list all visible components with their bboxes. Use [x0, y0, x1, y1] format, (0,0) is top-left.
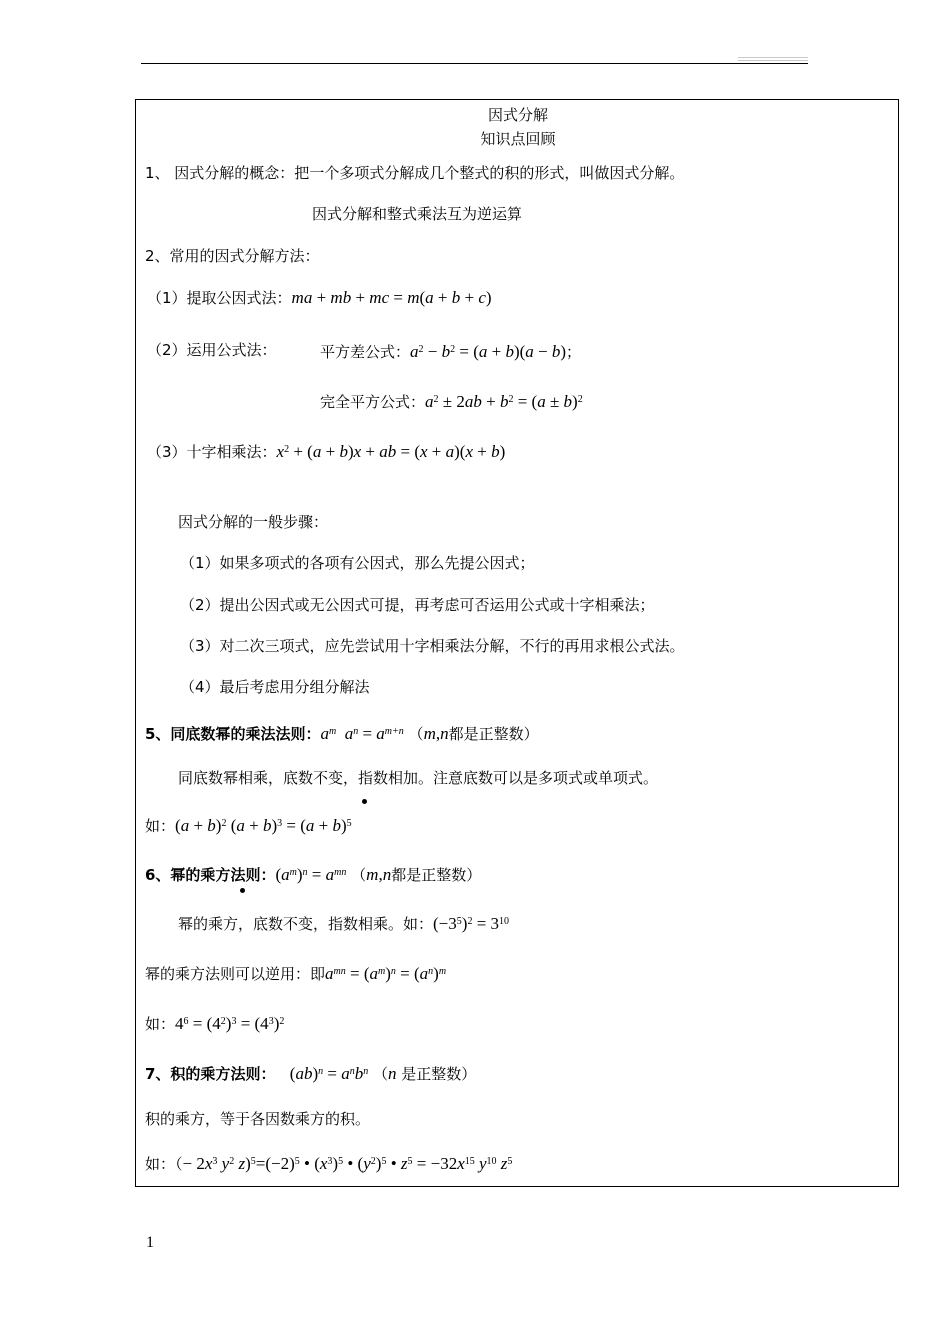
- rule-6-example2-formula: $4^6 = (4^2)^3 = (4^3)^2$: [175, 1014, 285, 1033]
- rule-7-example-label: 如：（: [145, 1155, 183, 1173]
- rule-5-cond-open: （: [408, 725, 424, 743]
- rule-5-example-label: 如：: [145, 817, 176, 835]
- perfect-square-label: 完全平方公式：: [320, 393, 426, 411]
- method-3: [147, 440, 505, 462]
- header-rule: [141, 63, 808, 64]
- step-4: （4）最后考虑用分组分解法: [180, 678, 370, 696]
- emphasis-dot: [362, 799, 367, 804]
- rule-5-formula: $a^m$ $a^n = a^{m+n}$: [320, 724, 404, 743]
- inverse-note: 因式分解和整式乘法互为逆运算: [312, 205, 523, 223]
- rule-6-reverse: 幂的乘方法则可以逆用：即: [145, 965, 326, 983]
- rule-6-cond: 都是正整数）: [391, 866, 482, 884]
- diff-squares-label: 平方差公式：: [320, 343, 411, 361]
- step-3: （3）对二次三项式，应先尝试用十字相乘法分解，不行的再用求根公式法。: [180, 637, 685, 655]
- emphasis-dot: [240, 888, 245, 893]
- page-number: 1: [146, 1234, 154, 1251]
- rule-6-example: [145, 1012, 284, 1034]
- content-frame: [135, 99, 899, 1187]
- rule-7-cond-open: （: [372, 1065, 388, 1083]
- rule-7-heading: 7、积的乘方法则：: [145, 1065, 276, 1083]
- diff-squares-formula: $a^2 - b^2 = (a + b)(a - b)$: [410, 342, 567, 361]
- rule-5-desc: 同底数幂相乘，底数不变，指数相加。注意底数可以是多项式或单项式。: [178, 769, 659, 787]
- diff-squares-end: ；: [566, 343, 582, 361]
- rule-7-formula: $(ab)^n = a^nb^n$: [289, 1064, 369, 1083]
- rule-6-reverse-line: [145, 962, 446, 984]
- rule-7-var: n: [388, 1064, 397, 1083]
- rule-6-formula: $(a^m)^n = a^{mn}$: [275, 865, 347, 884]
- steps-heading: 因式分解的一般步骤：: [178, 513, 329, 531]
- header-mark-top: [738, 57, 808, 58]
- rule-5: [145, 722, 539, 744]
- rule-5-example-formula: $(a + b)^2$ $(a + b)^3 = (a + b)^5$: [175, 816, 352, 835]
- method-1-label: （1）提取公因式法：: [147, 289, 292, 307]
- rule-7-desc: 积的乘方，等于各因数乘方的积。: [145, 1110, 371, 1128]
- doc-subtitle: 知识点回顾: [480, 130, 556, 148]
- rule-6-desc-line: [178, 912, 509, 934]
- rule-5-heading: 5、同底数幂的乘法法则：: [145, 725, 321, 743]
- rule-7-example-formula: − $2x^3$ $y^2$ $z)^5=(-2)^5$ • $(x^3)^5$ • $(y^2)^5$ • $z^5 = -32x^{15}$ $y^{10}$ $z^5$: [182, 1154, 513, 1173]
- method-2-label: （2）运用公式法：: [147, 341, 277, 359]
- concept-text: 1、 因式分解的概念：把一个多项式分解成几个整式的积的形式，叫做因式分解。: [145, 164, 685, 182]
- rule-6-example-label: 如：: [145, 1015, 176, 1033]
- step-1: （1）如果多项式的各项有公因式，那么先提公因式；: [180, 554, 535, 572]
- header-mark-bottom: [738, 60, 808, 61]
- doc-title: 因式分解: [487, 106, 548, 124]
- method-3-formula: $x^2 + (a + b)x$ + ab = (x + a)(x + b): [276, 442, 506, 461]
- rule-6-desc: 幂的乘方，底数不变，指数相乘。如：: [178, 915, 434, 933]
- rule-7-cond: 是正整数）: [401, 1065, 477, 1083]
- method-2-perfect: [320, 390, 583, 412]
- rule-7: [145, 1062, 476, 1084]
- rule-5-vars: m,n: [423, 724, 449, 743]
- rule-5-example: [145, 814, 352, 836]
- rule-6-heading: 6、幂的乘方法则：: [145, 866, 276, 884]
- method-2-diff: [320, 340, 581, 362]
- method-1-formula: ma + mb + mc = m(a + b + c): [291, 288, 492, 307]
- rule-5-cond: 都是正整数）: [448, 725, 539, 743]
- rule-7-example: [145, 1152, 512, 1174]
- rule-6-cond-open: （: [351, 866, 367, 884]
- methods-heading: 2、常用的因式分解方法：: [145, 247, 320, 265]
- step-2: （2）提出公因式或无公因式可提，再考虑可否运用公式或十字相乘法；: [180, 596, 655, 614]
- rule-6-reverse-formula: $a^{mn} = (a^m)^n = (a^n)^m$: [325, 964, 447, 983]
- method-3-label: （3）十字相乘法：: [147, 443, 277, 461]
- rule-6-example-formula: $(-3^5)^2 = 3^{10}$: [433, 914, 510, 933]
- rule-6-vars: m,n: [366, 865, 392, 884]
- perfect-square-formula: $a^2 \pm 2ab + b^2 = (a \pm b)^2$: [425, 392, 583, 411]
- method-1: [147, 288, 492, 308]
- rule-6: [145, 863, 481, 885]
